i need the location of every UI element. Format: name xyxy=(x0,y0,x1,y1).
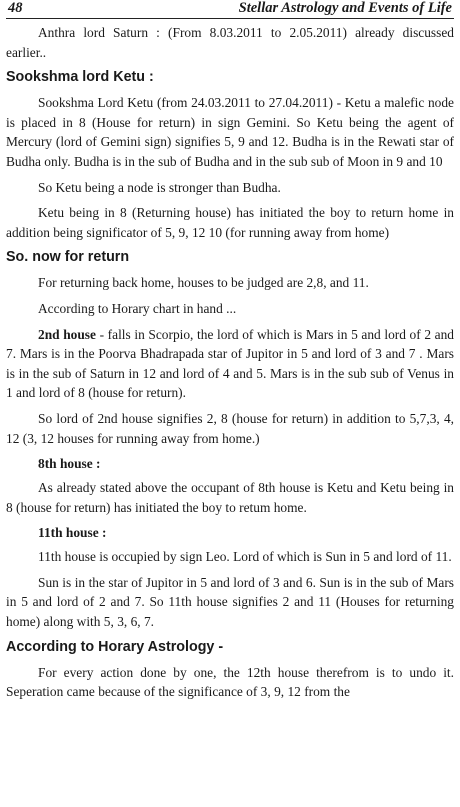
paragraph-sookshma-lord: Sookshma Lord Ketu (from 24.03.2011 to 27.04.2011) - Ketu a malefic node is placed in 8 (House for return) in sign Gemini. So Ketu being the agent of Mercury (lord of Gemini sign) signifies 5, 9 and 12. Budha is in the Rewati star of Budha only. Budha is in the sub of Budha and in the sub sub of Moon in 9 and 10 xyxy=(6,95,454,169)
heading-11th-house: 11th house : xyxy=(38,525,107,541)
heading-8th-house: 8th house : xyxy=(38,456,101,472)
paragraph-2nd-house xyxy=(6,325,454,403)
paragraph-ketu-node: So Ketu being a node is stronger than Budha. xyxy=(38,179,281,195)
page-number: 48 xyxy=(8,0,23,16)
paragraph-houses-judged: For returning back home, houses to be judged are 2,8, and 11. xyxy=(38,275,369,291)
paragraph-8th-house: As already stated above the occupant of 8th house is Ketu and Ketu being in 8 (house for return) has initiated the boy to retum home. xyxy=(6,480,454,515)
paragraph-2nd-house-lord: So lord of 2nd house signifies 2, 8 (house for return) in addition to 5,7,3, 4, 12 (3, 12 houses for running away from home.) xyxy=(6,410,454,446)
paragraph-sun-star: Sun is in the star of Jupitor in 5 and lord of 3 and 6. Sun is in the sub of Mars in 5 and lord of 2 and 7. So 11th house signifies 2 and 11 (Houses for returning home) along with 5, 3, 6, 7. xyxy=(6,574,454,630)
heading-sookshma-lord-ketu: Sookshma lord Ketu : xyxy=(6,69,154,86)
label-2nd-house: 2nd house xyxy=(38,326,96,342)
heading-now-for-return: So. now for return xyxy=(6,249,130,266)
running-title: Stellar Astrology and Events of Life xyxy=(238,0,452,16)
running-header xyxy=(6,0,454,19)
text-2nd-house: - falls in Scorpio, the lord of which is Mars in 5 and lord of 2 and 7. Mars is in the Poorva Bhadrapada star of Jupitor in 5 and lord of 3 and 7 . Mars is in the sub of Saturn in 12 and lord of 4 and 5. Mars is in the sub sub of Venus in 1 and lord of 8 (house for return). xyxy=(6,326,454,401)
paragraph-11th-house: 11th house is occupied by sign Leo. Lord of which is Sun in 5 and lord of 11. xyxy=(38,549,452,565)
page-content xyxy=(6,19,454,702)
heading-horary-astrology: According to Horary Astrology - xyxy=(6,638,224,655)
paragraph-anthra-lord: Anthra lord Saturn : (From 8.03.2011 to 2.05.2011) already discussed earlier.. xyxy=(6,25,454,60)
paragraph-ketu-returning: Ketu being in 8 (Returning house) has initiated the boy to return home in addition being significator of 5, 9, 12 10 (for running away from home) xyxy=(6,205,454,240)
paragraph-horary-chart: According to Horary chart in hand ... xyxy=(38,300,237,316)
paragraph-horary-astrology: For every action done by one, the 12th house therefrom is to undo it. Seperation came because of the significance of 3, 9, 12 from the xyxy=(6,664,454,700)
